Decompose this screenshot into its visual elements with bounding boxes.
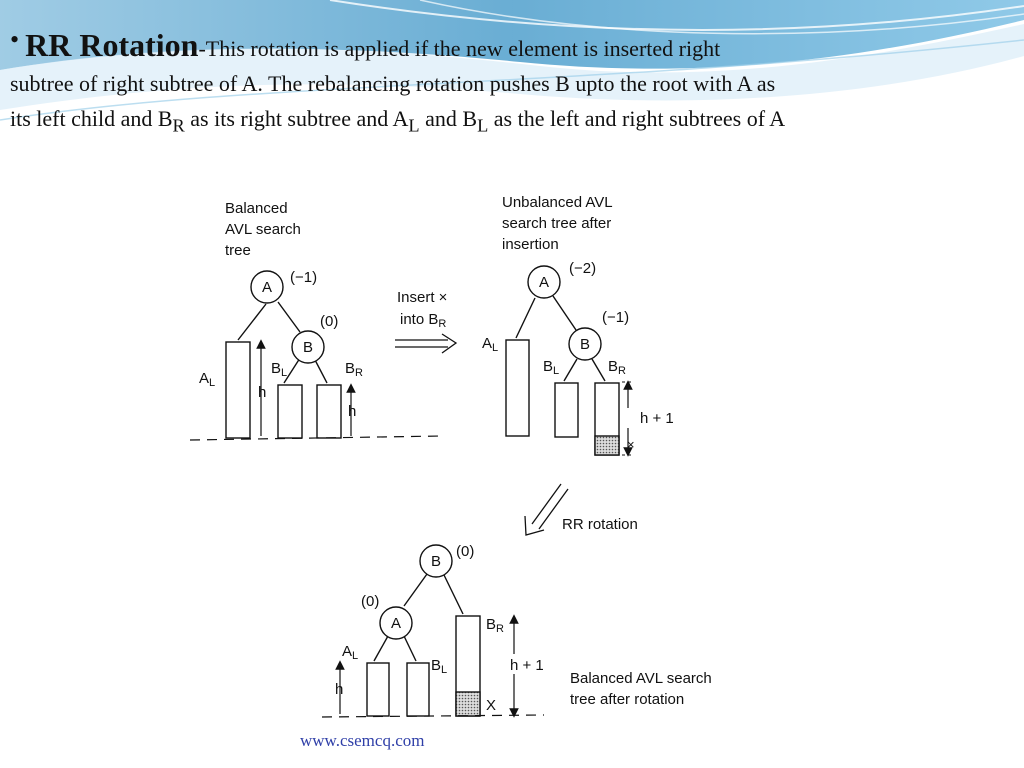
panel2-caption-3: insertion <box>502 236 559 253</box>
node3-b-bf: (0) <box>456 543 475 560</box>
panel-unbalanced-tree <box>482 194 674 455</box>
edge-a-al <box>238 304 266 340</box>
line-3 <box>10 101 1015 143</box>
label-bl: $B_L$ <box>271 360 288 379</box>
label2-al: $A_L$ <box>482 335 499 354</box>
edge2-b-br <box>592 359 605 381</box>
subtree2-al <box>506 340 529 436</box>
line-3-part-c: and B <box>419 106 478 131</box>
rr-rotation-diagram <box>152 178 838 738</box>
height2-label: h + 1 <box>640 410 674 427</box>
edge-b-br <box>314 358 327 383</box>
baseline-3 <box>322 715 544 717</box>
edge-a-b <box>278 302 300 332</box>
rotation-label: RR rotation <box>562 516 638 533</box>
edge2-a-al <box>516 298 535 338</box>
edge2-b-bl <box>564 359 577 381</box>
label2-br: $B_R$ <box>608 358 626 377</box>
subtree-al <box>226 342 250 438</box>
edge3-b-a <box>404 574 427 606</box>
line-3-part-d: as the left and right subtrees of A <box>488 106 786 131</box>
node-b-bf: (0) <box>320 313 339 330</box>
insert-label-1: Insert × <box>397 289 448 306</box>
panel1-caption-2: AVL search <box>225 221 301 238</box>
edge3-a-bl <box>404 636 416 661</box>
node3-b-label: B <box>430 553 442 570</box>
node-a-bf: (−1) <box>290 269 318 286</box>
line-2: subtree of right subtree of A. The rebalancing rotation pushes B upto the root with A as <box>10 71 776 96</box>
subtree3-bl <box>407 663 429 716</box>
subtree-br <box>317 385 341 438</box>
line-3-sub-l2: L <box>477 115 489 136</box>
inserted-node3-x <box>456 692 480 716</box>
label-br: $B_R$ <box>345 360 363 379</box>
x3-label: X <box>486 697 497 714</box>
x-label: × <box>627 437 635 452</box>
subtree-bl <box>278 385 302 438</box>
subtree2-bl <box>555 383 578 437</box>
node2-b-label: B <box>579 336 591 353</box>
label2-bl: $B_L$ <box>543 358 560 377</box>
node-a-label: A <box>261 279 273 296</box>
slide-heading: RR Rotation <box>25 27 199 63</box>
panel2-caption-1: Unbalanced AVL <box>502 194 613 211</box>
label3-bl: $B_L$ <box>431 657 448 676</box>
panel-rotated-tree <box>322 543 712 717</box>
node3-a-bf: (0) <box>361 593 380 610</box>
edge3-a-al <box>374 636 388 661</box>
node-b-label: B <box>302 339 314 356</box>
panel1-caption-3: tree <box>225 242 251 259</box>
line-3-part-b: as its right subtree and A <box>184 106 409 131</box>
panel3-caption-2: tree after rotation <box>570 691 685 708</box>
slide-text <box>10 22 1015 143</box>
height3-label-right: h + 1 <box>510 657 544 674</box>
node2-b-bf: (−1) <box>602 309 630 326</box>
inserted-node-x <box>595 436 619 455</box>
line-3-sub-r: R <box>172 115 185 136</box>
node2-a-label: A <box>538 274 550 291</box>
footer-url: www.csemcq.com <box>300 731 425 750</box>
edge2-a-b <box>553 296 576 330</box>
subtree3-al <box>367 663 389 716</box>
label-al: $A_L$ <box>199 370 216 389</box>
rotation-step <box>525 484 638 535</box>
panel3-caption-1: Balanced AVL search <box>570 670 712 687</box>
insert-arrow-head <box>442 334 456 353</box>
label3-br: $B_R$ <box>486 616 504 635</box>
label3-al: $A_L$ <box>342 643 359 662</box>
panel1-caption-1: Balanced <box>225 200 288 217</box>
insert-label-2: into $B_R$ <box>400 311 447 330</box>
height-label-right: h <box>348 403 357 420</box>
bullet-icon: • <box>10 25 20 54</box>
line-3-sub-l: L <box>408 115 420 136</box>
insert-step <box>395 289 456 353</box>
node3-a-label: A <box>390 615 402 632</box>
panel2-caption-2: search tree after <box>502 215 612 232</box>
bullet-line <box>10 22 1015 66</box>
line-3-part-a: its left child and B <box>10 106 173 131</box>
node2-a-bf: (−2) <box>569 260 597 277</box>
intro-text: This rotation is applied if the new element is inserted right <box>205 36 721 61</box>
edge3-b-br <box>444 575 463 614</box>
heading-dash: - <box>198 36 206 61</box>
height-label-left: h <box>258 384 267 401</box>
height3-label-left: h <box>335 681 344 698</box>
